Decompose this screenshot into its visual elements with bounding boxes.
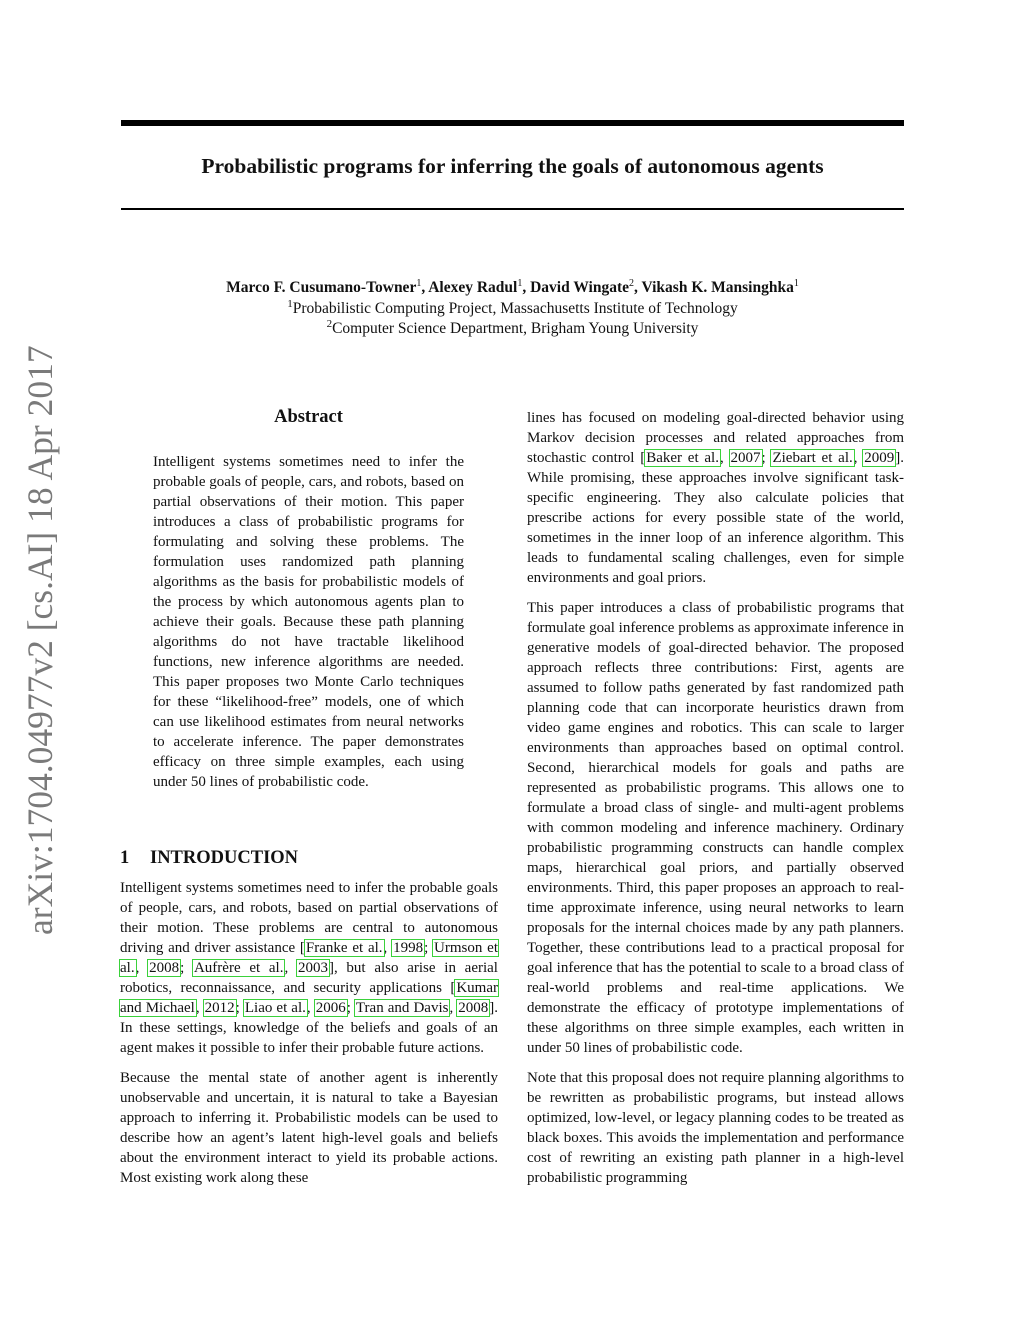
- section-title: INTRODUCTION: [150, 848, 299, 868]
- affiliation-2: [121, 319, 904, 339]
- abstract-heading: Abstract: [274, 407, 343, 427]
- paper-title: Probabilistic programs for inferring the goals of autonomous agents: [201, 154, 824, 178]
- citation-link[interactable]: Ziebart et al.: [772, 450, 853, 466]
- affiliation-mark: 1: [287, 297, 293, 310]
- author-name: Marco F. Cusumano-Towner: [226, 279, 417, 296]
- arxiv-stamp: arXiv:1704.04977v2 [cs.AI] 18 Apr 2017: [20, 345, 60, 935]
- author-separator: ,: [522, 279, 531, 296]
- author-affiliation-mark: 2: [629, 277, 635, 289]
- citation-link[interactable]: 2008: [458, 1000, 489, 1016]
- top-rule: [121, 120, 904, 126]
- citation-link[interactable]: 2003: [297, 960, 328, 976]
- citation-link[interactable]: Tran and Davis: [355, 1000, 449, 1016]
- citation-link[interactable]: Franke et al.: [305, 940, 383, 956]
- author-name: Vikash K. Mansinghka: [641, 279, 794, 296]
- citation-link[interactable]: 2006: [315, 1000, 346, 1016]
- citation-link[interactable]: 2008: [149, 960, 180, 976]
- title-rule: [121, 208, 904, 210]
- author-name: Alexey Radul: [428, 279, 518, 296]
- author-affiliation-mark: 1: [793, 277, 799, 289]
- affiliation-mark: 2: [326, 317, 333, 330]
- author-affiliation-mark: 1: [517, 277, 523, 289]
- right-column: [527, 408, 904, 1188]
- intro-paragraph: Because the mental state of another agent is inherently unobservable and uncertain, it is natural to take a Bayesian approach to inferring it. Probabilistic models can be used to describe how an agent’s latent high-level goals and beliefs about the environment interact to yield its probable actions. Most existing work along these: [120, 1070, 498, 1186]
- intro-paragraph: lines has focused on modeling goal-directed behavior using Markov decision processes and related approaches from stochastic control [Baker et al., 2007; Ziebart et al., 2009]. While promising, these approaches involve significant task-specific engineering. They also calculate policies that prescribe actions for every possible state of the world, sometimes in the inner loop of an inference algorithm. This leads to fundamental scaling challenges, even for simple environments and goal priors.: [527, 410, 905, 586]
- citation-link[interactable]: 2009: [864, 450, 895, 466]
- citation-link[interactable]: Kumar and Michael: [120, 980, 498, 1016]
- author-name: David Wingate: [530, 279, 630, 296]
- intro-paragraph: This paper introduces a class of probabilistic programs that formulate goal inference problems as approximate inference in generative models of goal-directed behavior. The proposed approach reflects three contributions: First, agents are assumed to follow paths generated by fast randomized path planning code that can incorporate heuristics drawn from video game engines and robotics. This can scale to larger environments than approaches based on optimal control. Second, hierarchical models for goals and paths are represented as probabilistic programs. This allows one to formulate a broad class of single- and multi-agent problems with common modeling and inference machinery. Ordinary probabilistic programming constructs can handle complex maps, hierarchical goal priors, and partially observed environments. Third, this paper proposes an approach to real-time approximate inference, using neural networks to learn proposals for the internal choices made by any path planners. Together, these contributions lead to a practical proposal for goal inference that has the potential to scale to a broad class of real-world problems and real-time applications. We demonstrate the efficacy of prototype implementations of these algorithms on three simple examples, each written in under 50 lines of probabilistic code.: [527, 600, 904, 1056]
- citation-link[interactable]: Baker et al.: [646, 450, 719, 466]
- abstract-body: Intelligent systems sometimes need to infer the probable goals of people, cars, and robots, based on partial observations of their motion. This paper introduces a class of probabilistic programs for formulating and solving these problems. The formulation uses randomized path planning algorithms as the basis for probabilistic models of the process by which autonomous agents plan to achieve their goals. Because these path planning algorithms do not have tractable likelihood functions, new inference algorithms are needed. This paper proposes two Monte Carlo techniques for these “likelihood-free” models, one of which can use likelihood estimates from neural networks to accelerate inference. The paper demonstrates efficacy on three simple examples, each using under 50 lines of probabilistic code.: [153, 454, 464, 790]
- citation-link[interactable]: 2007: [730, 450, 761, 466]
- author-separator: ,: [421, 279, 429, 296]
- left-column: [120, 878, 498, 1188]
- author-list: [121, 277, 904, 299]
- section-number: 1: [120, 848, 130, 868]
- intro-paragraph: Intelligent systems sometimes need to infer the probable goals of people, cars, and robots, based on partial observations of their motion. These problems are central to autonomous driving and driver assistance [Franke et al., 1998; Urmson et al., 2008; Aufrère et al., 2003], but also arise in aerial robotics, reconnaissance, and security applications [Kumar and Michael, 2012; Liao et al., 2006; Tran and Davis, 2008]. In these settings, knowledge of the beliefs and goals of an agent makes it possible to infer their probable future actions.: [120, 880, 499, 1056]
- citation-link[interactable]: Urmson et al.: [120, 940, 498, 976]
- citation-link[interactable]: 1998: [393, 940, 424, 956]
- author-affiliation-mark: 1: [416, 277, 422, 289]
- affiliation-text: Computer Science Department, Brigham Young University: [332, 320, 699, 337]
- intro-paragraph: Note that this proposal does not require planning algorithms to be rewritten as probabilistic programs, but instead allows optimized, low-level, or legacy planning codes to be treated as black boxes. This avoids the implementation and performance cost of rewriting an existing path planner in a high-level probabilistic programming: [527, 1070, 904, 1186]
- citation-link[interactable]: Aufrère et al.: [193, 960, 284, 976]
- affiliation-1: [121, 299, 904, 319]
- author-separator: ,: [634, 279, 642, 296]
- section-heading: [120, 845, 298, 871]
- citation-link[interactable]: Liao et al.: [244, 1000, 306, 1016]
- citation-link[interactable]: 2012: [204, 1000, 235, 1016]
- affiliation-text: Probabilistic Computing Project, Massachusetts Institute of Technology: [292, 300, 738, 317]
